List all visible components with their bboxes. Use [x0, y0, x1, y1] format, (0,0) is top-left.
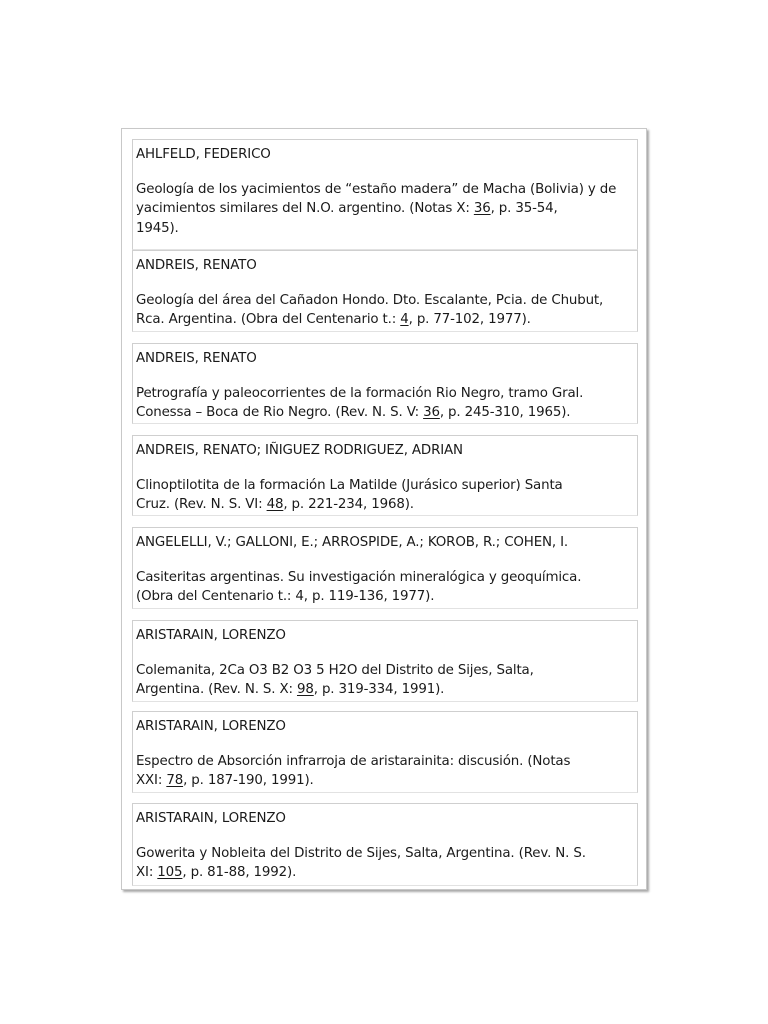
citation-line — [136, 587, 637, 607]
citation-text: , p. 77-102, 1977). — [408, 312, 531, 327]
bibliography-entry — [132, 250, 638, 332]
entry-citation — [136, 384, 637, 423]
citation-text: Cruz. (Rev. N. S. VI: — [136, 497, 267, 512]
entry-author: ARISTARAIN, LORENZO — [136, 811, 286, 826]
citation-line — [136, 771, 637, 791]
entry-citation — [136, 661, 637, 700]
citation-line — [136, 219, 637, 239]
bibliography-entry — [132, 620, 638, 702]
citation-text: Colemanita, 2Ca O3 B2 O3 5 H2O del Distrito de Sijes, Salta, — [136, 662, 534, 678]
entry-author: ANDREIS, RENATO — [136, 258, 257, 273]
volume-number: 36 — [473, 201, 491, 216]
citation-text: Geología del área del Cañadon Hondo. Dto. Escalante, Pcia. de Chubut, — [136, 292, 604, 308]
volume-number: 4 — [400, 312, 409, 327]
citation-text: Petrografía y paleocorrientes de la formación Rio Negro, tramo Gral. — [136, 385, 584, 401]
volume-number: 105 — [157, 865, 183, 880]
citation-text: Geología de los yacimientos de “estaño madera” de Macha (Bolivia) y de — [136, 181, 617, 197]
citation-line — [136, 661, 637, 681]
citation-line — [136, 844, 637, 864]
bibliography-entry — [132, 435, 638, 516]
volume-number: 48 — [266, 497, 284, 512]
entry-author: ANDREIS, RENATO; IÑIGUEZ RODRIGUEZ, ADRIAN — [136, 443, 463, 458]
citation-text: , p. 81-88, 1992). — [182, 865, 297, 880]
citation-text: Clinoptilotita de la formación La Matilde (Jurásico superior) Santa — [136, 477, 563, 493]
entry-citation — [136, 180, 637, 239]
bibliography-entry — [132, 803, 638, 886]
citation-text: yacimientos similares del N.O. argentino. (Notas X: — [136, 201, 474, 216]
entry-citation — [136, 476, 637, 515]
entry-author: ANDREIS, RENATO — [136, 351, 257, 366]
entry-author: ARISTARAIN, LORENZO — [136, 628, 286, 643]
citation-line — [136, 680, 637, 700]
citation-text: , p. 221-234, 1968). — [283, 497, 414, 512]
citation-line — [136, 180, 637, 200]
citation-text: , p. 319-334, 1991). — [313, 682, 445, 697]
bibliography-entry — [132, 343, 638, 424]
bibliography-entry — [132, 527, 638, 609]
volume-number: 36 — [423, 405, 440, 420]
citation-text: Gowerita y Nobleita del Distrito de Sijes, Salta, Argentina. (Rev. N. S. — [136, 845, 586, 861]
citation-text: Rca. Argentina. (Obra del Centenario t.: — [136, 312, 401, 327]
citation-line — [136, 568, 637, 588]
volume-number: 78 — [166, 773, 184, 788]
citation-line — [136, 476, 637, 496]
citation-text: Conessa – Boca de Rio Negro. (Rev. N. S. V: — [136, 405, 424, 420]
entry-citation — [136, 291, 637, 330]
citation-line — [136, 863, 637, 883]
citation-line — [136, 310, 637, 330]
citation-text: , p. 35-54, — [490, 201, 558, 216]
citation-line — [136, 403, 637, 423]
citation-text: , p. 187-190, 1991). — [183, 773, 314, 788]
entry-citation — [136, 752, 637, 791]
citation-line — [136, 384, 637, 404]
volume-number: 98 — [296, 682, 314, 697]
bibliography-entry — [132, 711, 638, 793]
entry-citation — [136, 844, 637, 883]
citation-text: Espectro de Absorción infrarroja de aristarainita: discusión. (Notas — [136, 753, 571, 769]
citation-text: Casiteritas argentinas. Su investigación mineralógica y geoquímica. — [136, 569, 582, 585]
entry-author: ARISTARAIN, LORENZO — [136, 719, 286, 734]
citation-text: Argentina. (Rev. N. S. X: — [136, 682, 297, 697]
entry-author: AHLFELD, FEDERICO — [136, 147, 271, 162]
citation-text: , p. 245-310, 1965). — [439, 405, 571, 420]
citation-text: XI: — [136, 865, 158, 880]
citation-line — [136, 291, 637, 311]
citation-line — [136, 199, 637, 219]
citation-line — [136, 495, 637, 515]
citation-text: (Obra del Centenario t.: 4, p. 119-136, 1977). — [136, 589, 435, 604]
entry-citation — [136, 568, 637, 607]
document-page — [121, 128, 647, 890]
entry-author: ANGELELLI, V.; GALLONI, E.; ARROSPIDE, A.; KOROB, R.; COHEN, I. — [136, 535, 569, 550]
bibliography-entry — [132, 139, 638, 250]
citation-text: 1945). — [136, 220, 179, 236]
citation-line — [136, 752, 637, 772]
citation-text: XXI: — [136, 773, 167, 788]
